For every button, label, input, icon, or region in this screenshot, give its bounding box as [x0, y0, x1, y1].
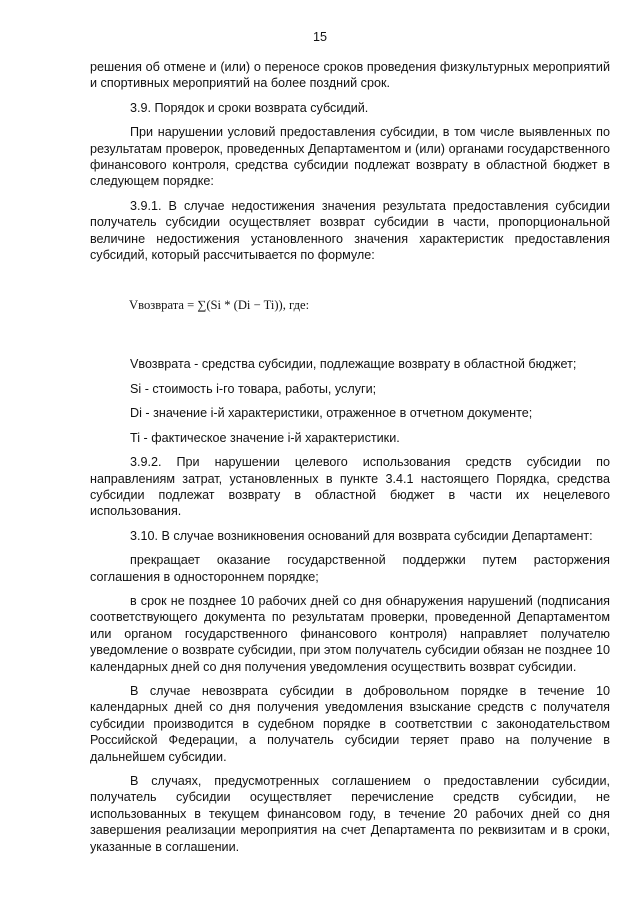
definition-v-refund: Vвозврата - средства субсидии, подлежащие возврату в областной бюджет;: [130, 357, 577, 372]
paragraph-violation-conditions: При нарушении условий предоставления субсидии, в том числе выявленных по результатам проверок, проведенных Департаментом и (или) органами государственного финансового контроля, средства субсидии подлежат возврату в областной бюджет в следующем порядке:: [90, 125, 610, 189]
section-heading-3-9: 3.9. Порядок и сроки возврата субсидий.: [130, 100, 369, 115]
paragraph-termination: прекращает оказание государственной поддержки путем расторжения соглашения в одностороннем порядке;: [90, 553, 610, 584]
refund-formula: Vвозврата = ∑(Si * (Di − Ti)), где:: [129, 298, 310, 313]
paragraph-3-9-1: 3.9.1. В случае недостижения значения результата предоставления субсидии получатель субсидии осуществляет возврат субсидии в части, пропорциональной величине недостижения установленного значения характеристик предоставления субсидий, который рассчитывается по формуле:: [90, 198, 610, 263]
page-number: 15: [312, 30, 327, 44]
definition-di: Di - значение i-й характеристики, отраженное в отчетном документе;: [130, 406, 533, 421]
paragraph-non-return: В случае невозврата субсидии в добровольном порядке в течение 10 календарных дней со дня получения уведомления взыскание средств с получателя субсидии производится в судебном порядке в соответствии с законодательством Российской Федерации, а получатель субсидии теряет право на получение в дальнейшем субсидии.: [90, 683, 610, 764]
definition-si: Si - стоимость i-го товара, работы, услуги;: [130, 381, 377, 396]
paragraph-3-9-2: 3.9.2. При нарушении целевого использования средств субсидии по направлениям затрат, установленных в пункте 3.4.1 настоящего Порядка, средства субсидии подлежат возврату в областной бюджет в части их нецелевого использования.: [90, 455, 610, 519]
document-body: [90, 59, 610, 855]
paragraph-unused-funds: В случаях, предусмотренных соглашением о предоставлении субсидии, получатель субсидии осуществляет перечисление средств субсидии, не использованных в текущем финансовом году, в течение 20 рабочих дней со дня завершения реализации мероприятия на счет Департамента по реквизитам и в сроки, указанные в соглашении.: [90, 774, 610, 854]
paragraph-continuation: решения об отмене и (или) о переносе сроков проведения физкультурных мероприятий и спортивных мероприятий на более поздний срок.: [90, 60, 610, 91]
definition-ti: Ti - фактическое значение i-й характеристики.: [130, 430, 400, 445]
paragraph-3-10: 3.10. В случае возникновения оснований для возврата субсидии Департамент:: [130, 528, 593, 543]
paragraph-notification: в срок не позднее 10 рабочих дней со дня обнаружения нарушений (подписания соответствующего документа по результатам проверки, проведенной Департаментом или органом государственного финансового контроля) направляет получателю уведомление о возврате субсидии, при этом получатель субсидии обязан не позднее 10 календарных дней со дня получения уведомления осуществить возврат субсидии.: [90, 593, 610, 674]
